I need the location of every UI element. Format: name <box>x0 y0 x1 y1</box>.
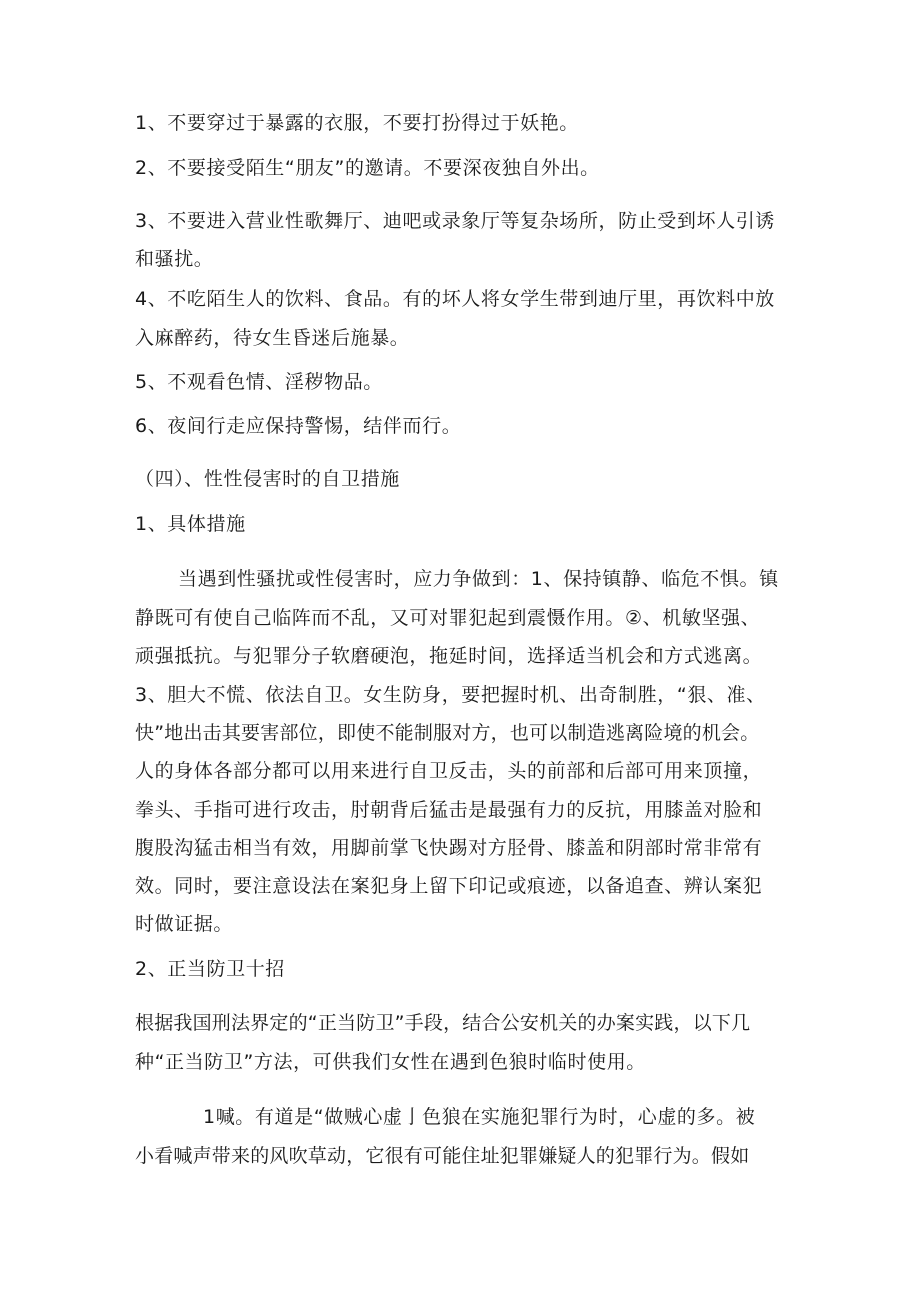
paragraph-1-line-5: 快”地出击其要害部位，即使不能制服对方，也可以制造逃离险境的机会。 <box>135 722 760 744</box>
paragraph-1-line-4: 3、胆大不慌、依法自卫。女生防身，要把握时机、出奇制胜，“狠、准、 <box>135 684 766 706</box>
subsection-heading-2: 2、正当防卫十招 <box>135 958 285 980</box>
rule-2-text: 2、不要接受陌生“朋友”的邀请。不要深夜独自外出。 <box>135 157 600 179</box>
paragraph-3-line-1: 1喊。有道是“做贼心虚亅色狼在实施犯罪行为时，心虚的多。被 <box>203 1106 756 1128</box>
paragraph-3-line-2: 小看喊声带来的风吹草动，它很有可能住址犯罪嫌疑人的犯罪行为。假如 <box>135 1145 750 1167</box>
paragraph-1-line-6: 人的身体各部分都可以用来进行自卫反击，头的前部和后部可用来顶撞， <box>135 760 763 782</box>
subsection-heading-1: 1、具体措施 <box>135 513 246 535</box>
rule-6-text: 6、夜间行走应保持警惕，结伴而行。 <box>135 415 462 437</box>
rule-3-text-line-1: 3、不要进入营业性歌舞厅、迪吧或录象厅等复杂场所，防止受到坏人引诱 <box>135 210 775 232</box>
rule-4-text-line-2: 入麻醉药，待女生昏迷后施暴。 <box>135 327 410 349</box>
rule-4-text-line-1: 4、不吃陌生人的饮料、食品。有的坏人将女学生带到迪厅里，再饮料中放 <box>135 288 775 310</box>
paragraph-1-line-7: 拳头、手指可进行攻击，肘朝背后猛击是最强有力的反抗，用膝盖对脸和 <box>135 799 763 821</box>
paragraph-1-line-1: 当遇到性骚扰或性侵害时，应力争做到：1、保持镇静、临危不惧。镇 <box>178 568 779 590</box>
paragraph-1-line-9: 效。同时，要注意设法在案犯身上留下印记或痕迹，以备追查、辨认案犯 <box>135 875 763 897</box>
section-heading: （四）、性性侵害时的自卫措施 <box>135 468 400 490</box>
rule-5-text: 5、不观看色情、淫秽物品。 <box>135 371 383 393</box>
rule-3-text-line-2: 和骚扰。 <box>135 248 214 270</box>
paragraph-1-line-3: 顽强抵抗。与犯罪分子软磨硬泡，拖延时间，选择适当机会和方式逃离。 <box>135 645 763 667</box>
paragraph-1-line-8: 腹股沟猛击相当有效，用脚前掌飞快踢对方胫骨、膝盖和阴部时常非常有 <box>135 837 763 859</box>
paragraph-1-line-10: 时做证据。 <box>135 913 234 935</box>
paragraph-2-line-2: 种“正当防卫”方法，可供我们女性在遇到色狼时临时使用。 <box>135 1051 646 1073</box>
paragraph-2-line-1: 根据我国刑法界定的“正当防卫”手段，结合公安机关的办案实践，以下几 <box>135 1012 751 1034</box>
paragraph-1-line-2: 静既可有使自己临阵而不乱，又可对罪犯起到震慑作用。②、机敏坚强、 <box>135 607 761 629</box>
rule-1-text: 1、不要穿过于暴露的衣服，不要打扮得过于妖艳。 <box>135 112 579 134</box>
